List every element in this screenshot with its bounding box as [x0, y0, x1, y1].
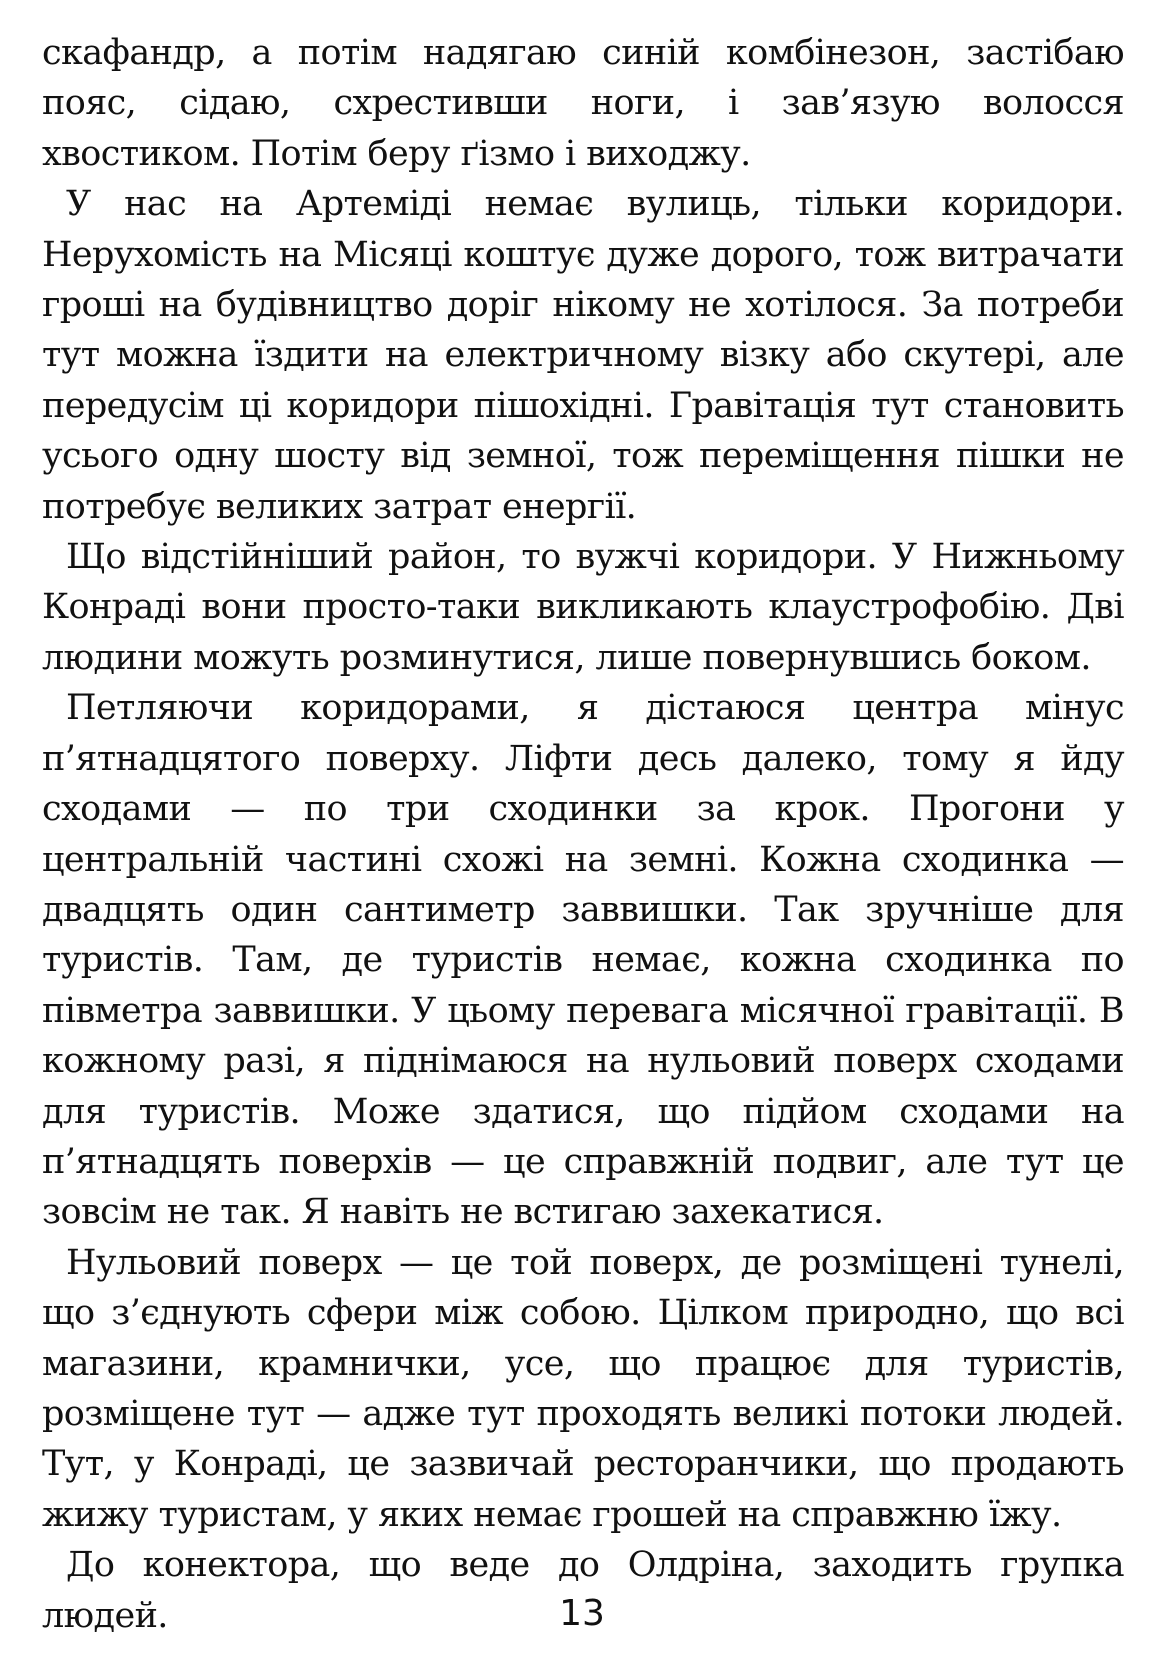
paragraph-5: Нульовий поверх — це той поверх, де розміщені тунелі, що з’єднують сфери між собою. Цілком природно, що всі магазини, крамнички, усе, що працює для туристів, розміщене тут — адже тут проходять великі потоки людей. Тут, у Конраді, це зазвичай ресторанчики, що продають жижу туристам, у яких немає грошей на справжню їжу. — [42, 1242, 1124, 1535]
paragraph-3: Що відстійніший район, то вужчі коридори. У Нижньому Конраді вони просто-таки викликають клаустрофобію. Дві людини можуть розминутися, лише повернувшись боком. — [42, 537, 1124, 678]
paragraph-6: До конектора, що веде до Олдріна, заходить групка людей. — [42, 1545, 1124, 1636]
paragraph-1: скафандр, а потім надягаю синій комбінезон, застібаю пояс, сідаю, схрестивши ноги, і зав’язую волосся хвостиком. Потім беру ґізмо і виходжу. — [42, 33, 1124, 174]
page-number: 13 — [559, 1593, 605, 1634]
paragraph-2: У нас на Артеміді немає вулиць, тільки коридори. Нерухомість на Місяці коштує дуже дорого, тож витрачати гроші на будівництво доріг нікому не хотілося. За потреби тут можна їздити на електричному візку або скутері, але передусім ці коридори пішохідні. Гравітація тут становить усього одну шосту від земної, тож переміщення пішки не потребує великих затрат енергії. — [42, 184, 1124, 527]
paragraph-4: Петляючи коридорами, я дістаюся центра мінус п’ятнадцятого поверху. Ліфти десь далеко, тому я йду сходами — по три сходинки за крок. Прогони у центральній частині схожі на земні. Кожна сходинка — двадцять один сантиметр заввишки. Так зручніше для туристів. Там, де туристів немає, кожна сходинка по півметра заввишки. У цьому перевага місячної гравітації. В кожному разі, я піднімаюся на нульовий поверх сходами для туристів. Може здатися, що підйом сходами на п’ятнадцять поверхів — це справжній подвиг, але тут це зовсім не так. Я навіть не встигаю захекатися. — [42, 688, 1124, 1233]
